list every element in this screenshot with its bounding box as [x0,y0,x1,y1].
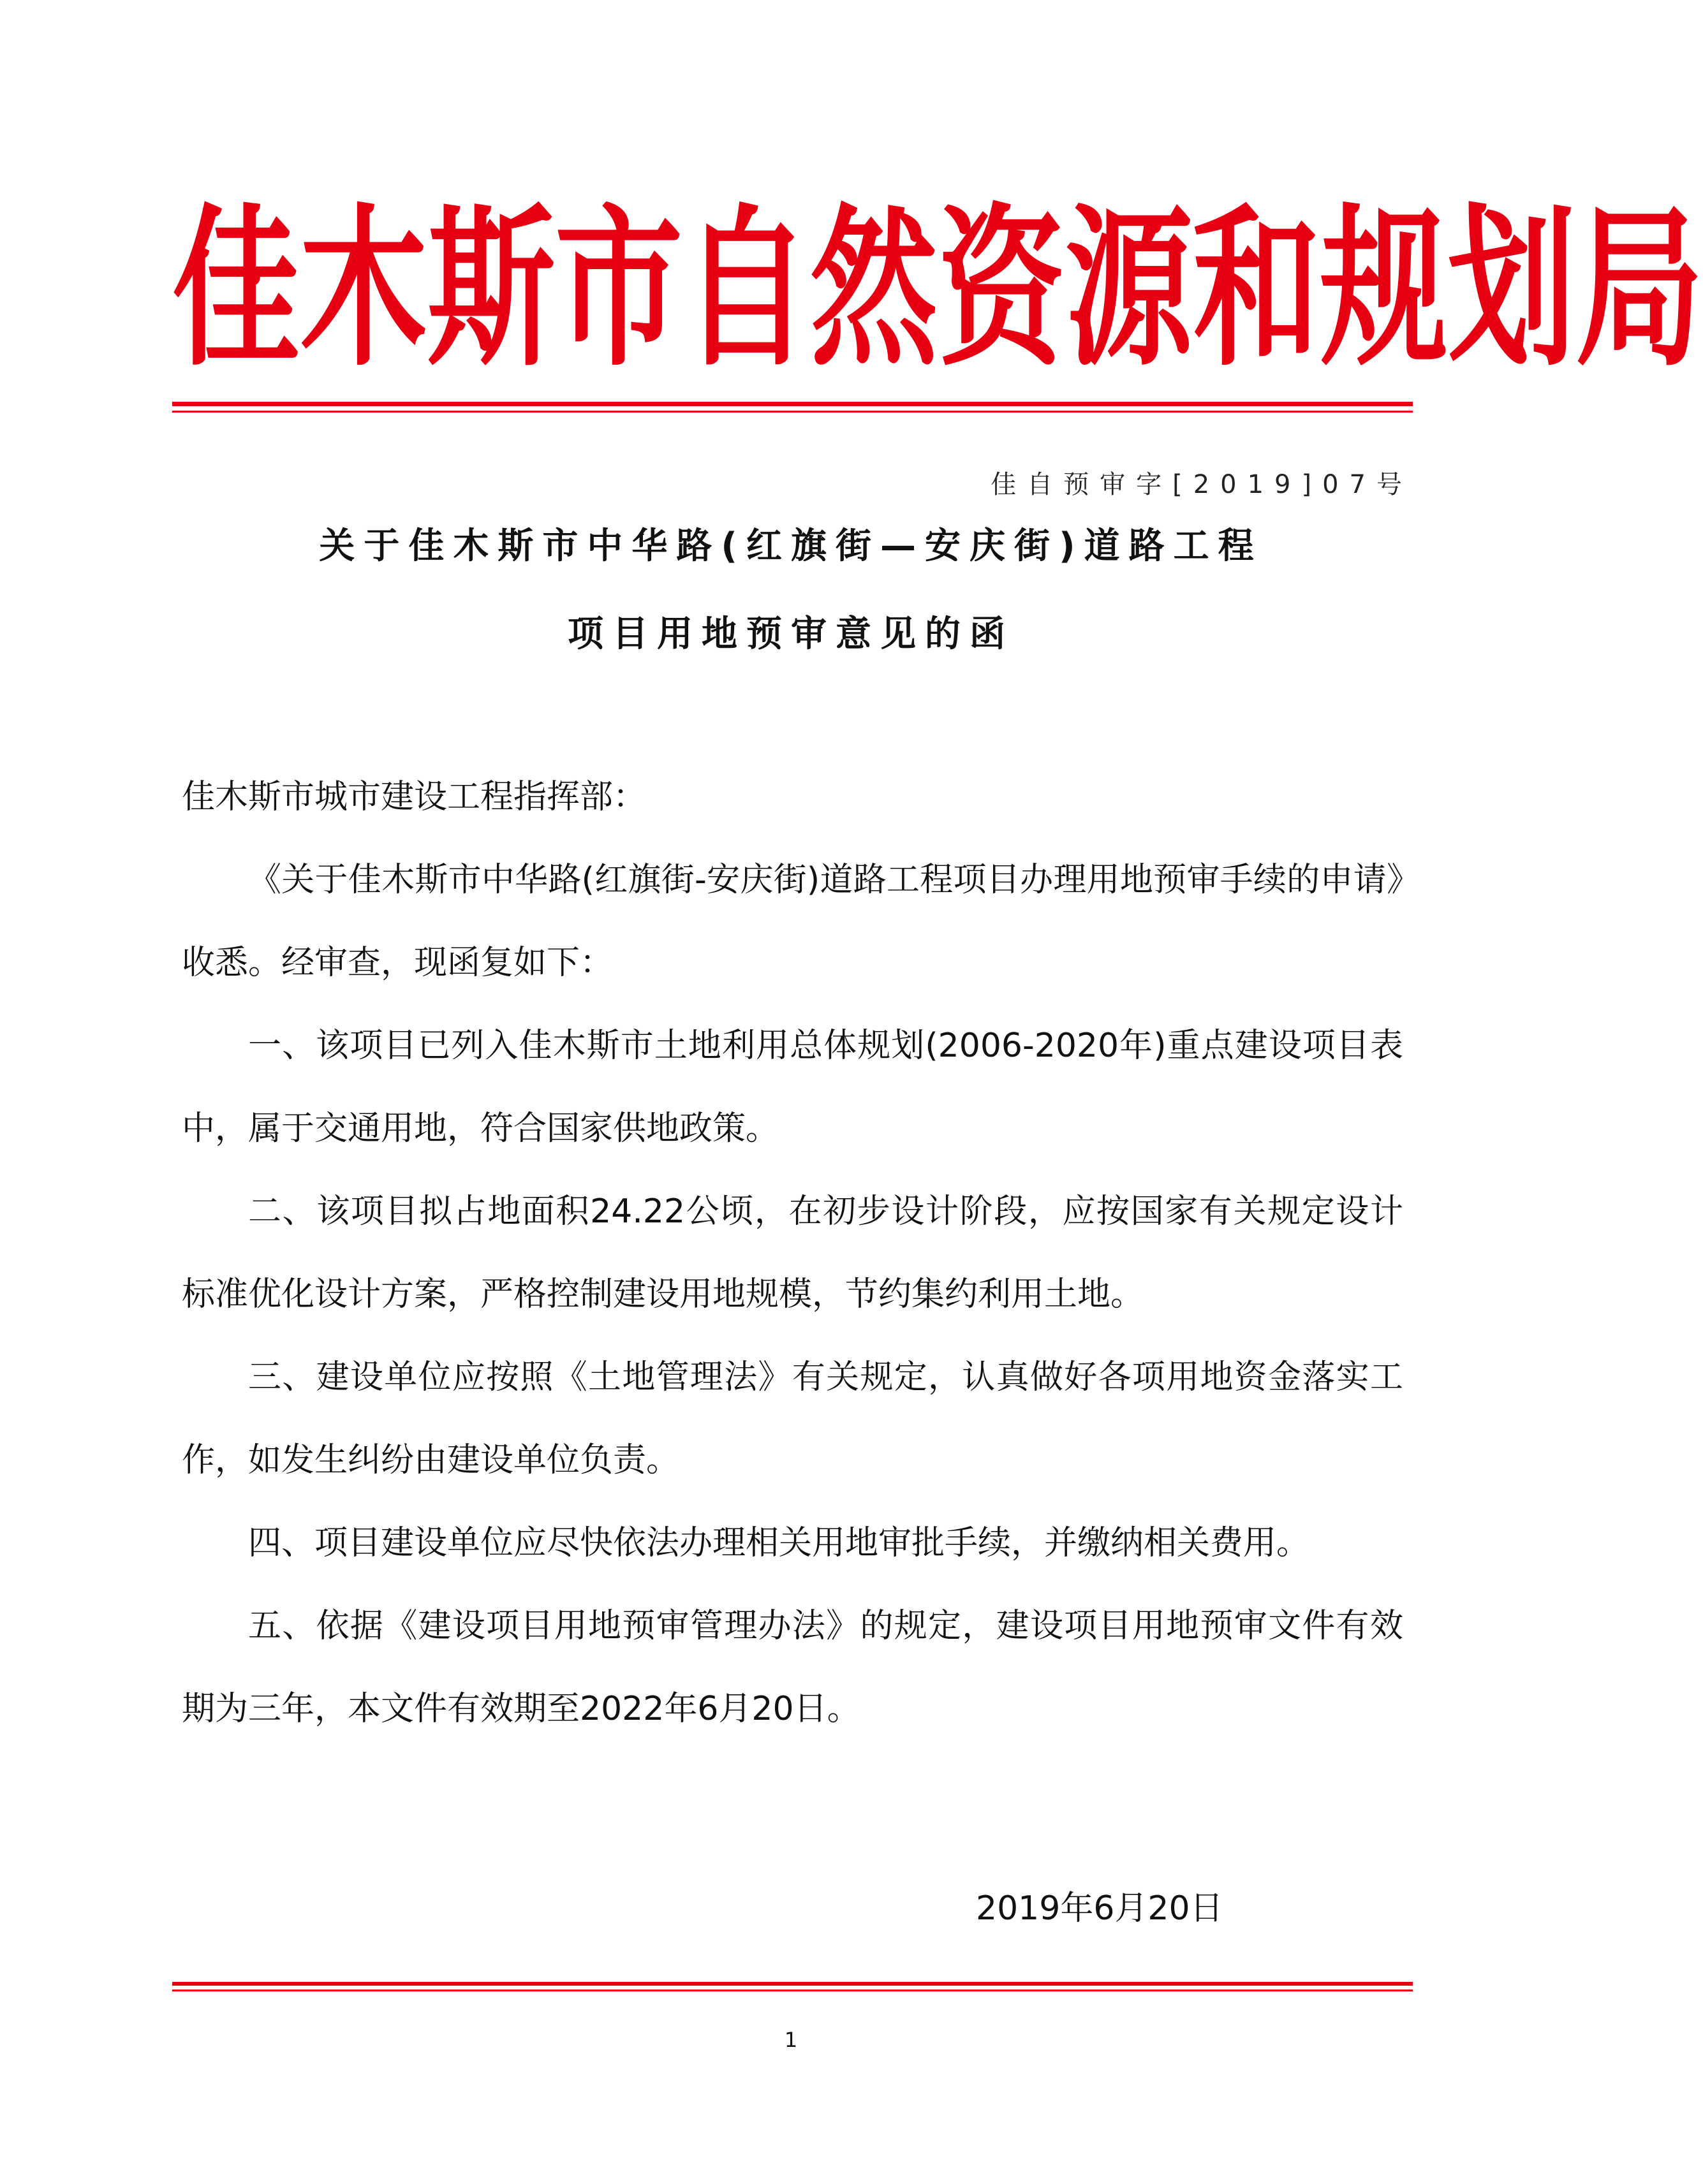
letter-body [182,756,1403,1750]
letterhead-char: 资 [938,189,1066,390]
letterhead-char: 然 [810,189,938,390]
footer-rule-thin [172,1990,1413,1991]
paragraph-intro: 《关于佳木斯市中华路(红旗街-安庆街)道路工程项目办理用地预审手续的申请》收悉。经审查，现函复如下： [182,861,1403,982]
document-title-line2: 项目用地预审意见的函 [568,613,1014,655]
letterhead-org-name [172,165,1703,415]
letterhead-char: 市 [555,189,683,390]
letterhead-char: 自 [682,189,811,390]
paragraph-item-1: 一、该项目已列入佳木斯市土地利用总体规划(2006-2020年)重点建设项目表中，属于交通用地，符合国家供地政策。 [182,1027,1403,1148]
letterhead-char: 斯 [427,189,556,390]
letterhead-char: 和 [1193,189,1321,390]
letterhead-char: 佳 [172,189,300,390]
paragraph-item-3: 三、建设单位应按照《土地管理法》有关规定，认真做好各项用地资金落实工作，如发生纠纷由建设单位负责。 [182,1358,1403,1479]
paragraph-item-4: 四、项目建设单位应尽快依法办理相关用地审批手续，并缴纳相关费用。 [248,1524,1310,1562]
paragraph-item-2: 二、该项目拟占地面积24.22公顷，在初步设计阶段，应按国家有关规定设计标准优化设计方案，严格控制建设用地规模，节约集约利用土地。 [182,1192,1403,1314]
footer-rule-thick [172,1982,1413,1986]
paragraph-item-5: 五、依据《建设项目用地预审管理办法》的规定，建设项目用地预审文件有效期为三年，本文件有效期至2022年6月20日。 [182,1607,1403,1728]
document-number: 佳自预审字[2019]07号 [991,470,1413,499]
header-rule-thick [172,402,1413,406]
letterhead-char: 划 [1448,189,1576,390]
letterhead-char: 源 [1065,189,1193,390]
document-title-line1: 关于佳木斯市中华路(红旗街—安庆街)道路工程 [319,525,1263,567]
salutation: 佳木斯市城市建设工程指挥部： [182,778,647,816]
header-rule-thin [172,411,1413,413]
page-number: 1 [784,2028,798,2052]
letterhead-char: 局 [1575,189,1703,390]
letterhead-char: 木 [300,189,428,390]
issue-date: 2019年6月20日 [976,1889,1223,1928]
letterhead-char: 规 [1320,189,1449,390]
